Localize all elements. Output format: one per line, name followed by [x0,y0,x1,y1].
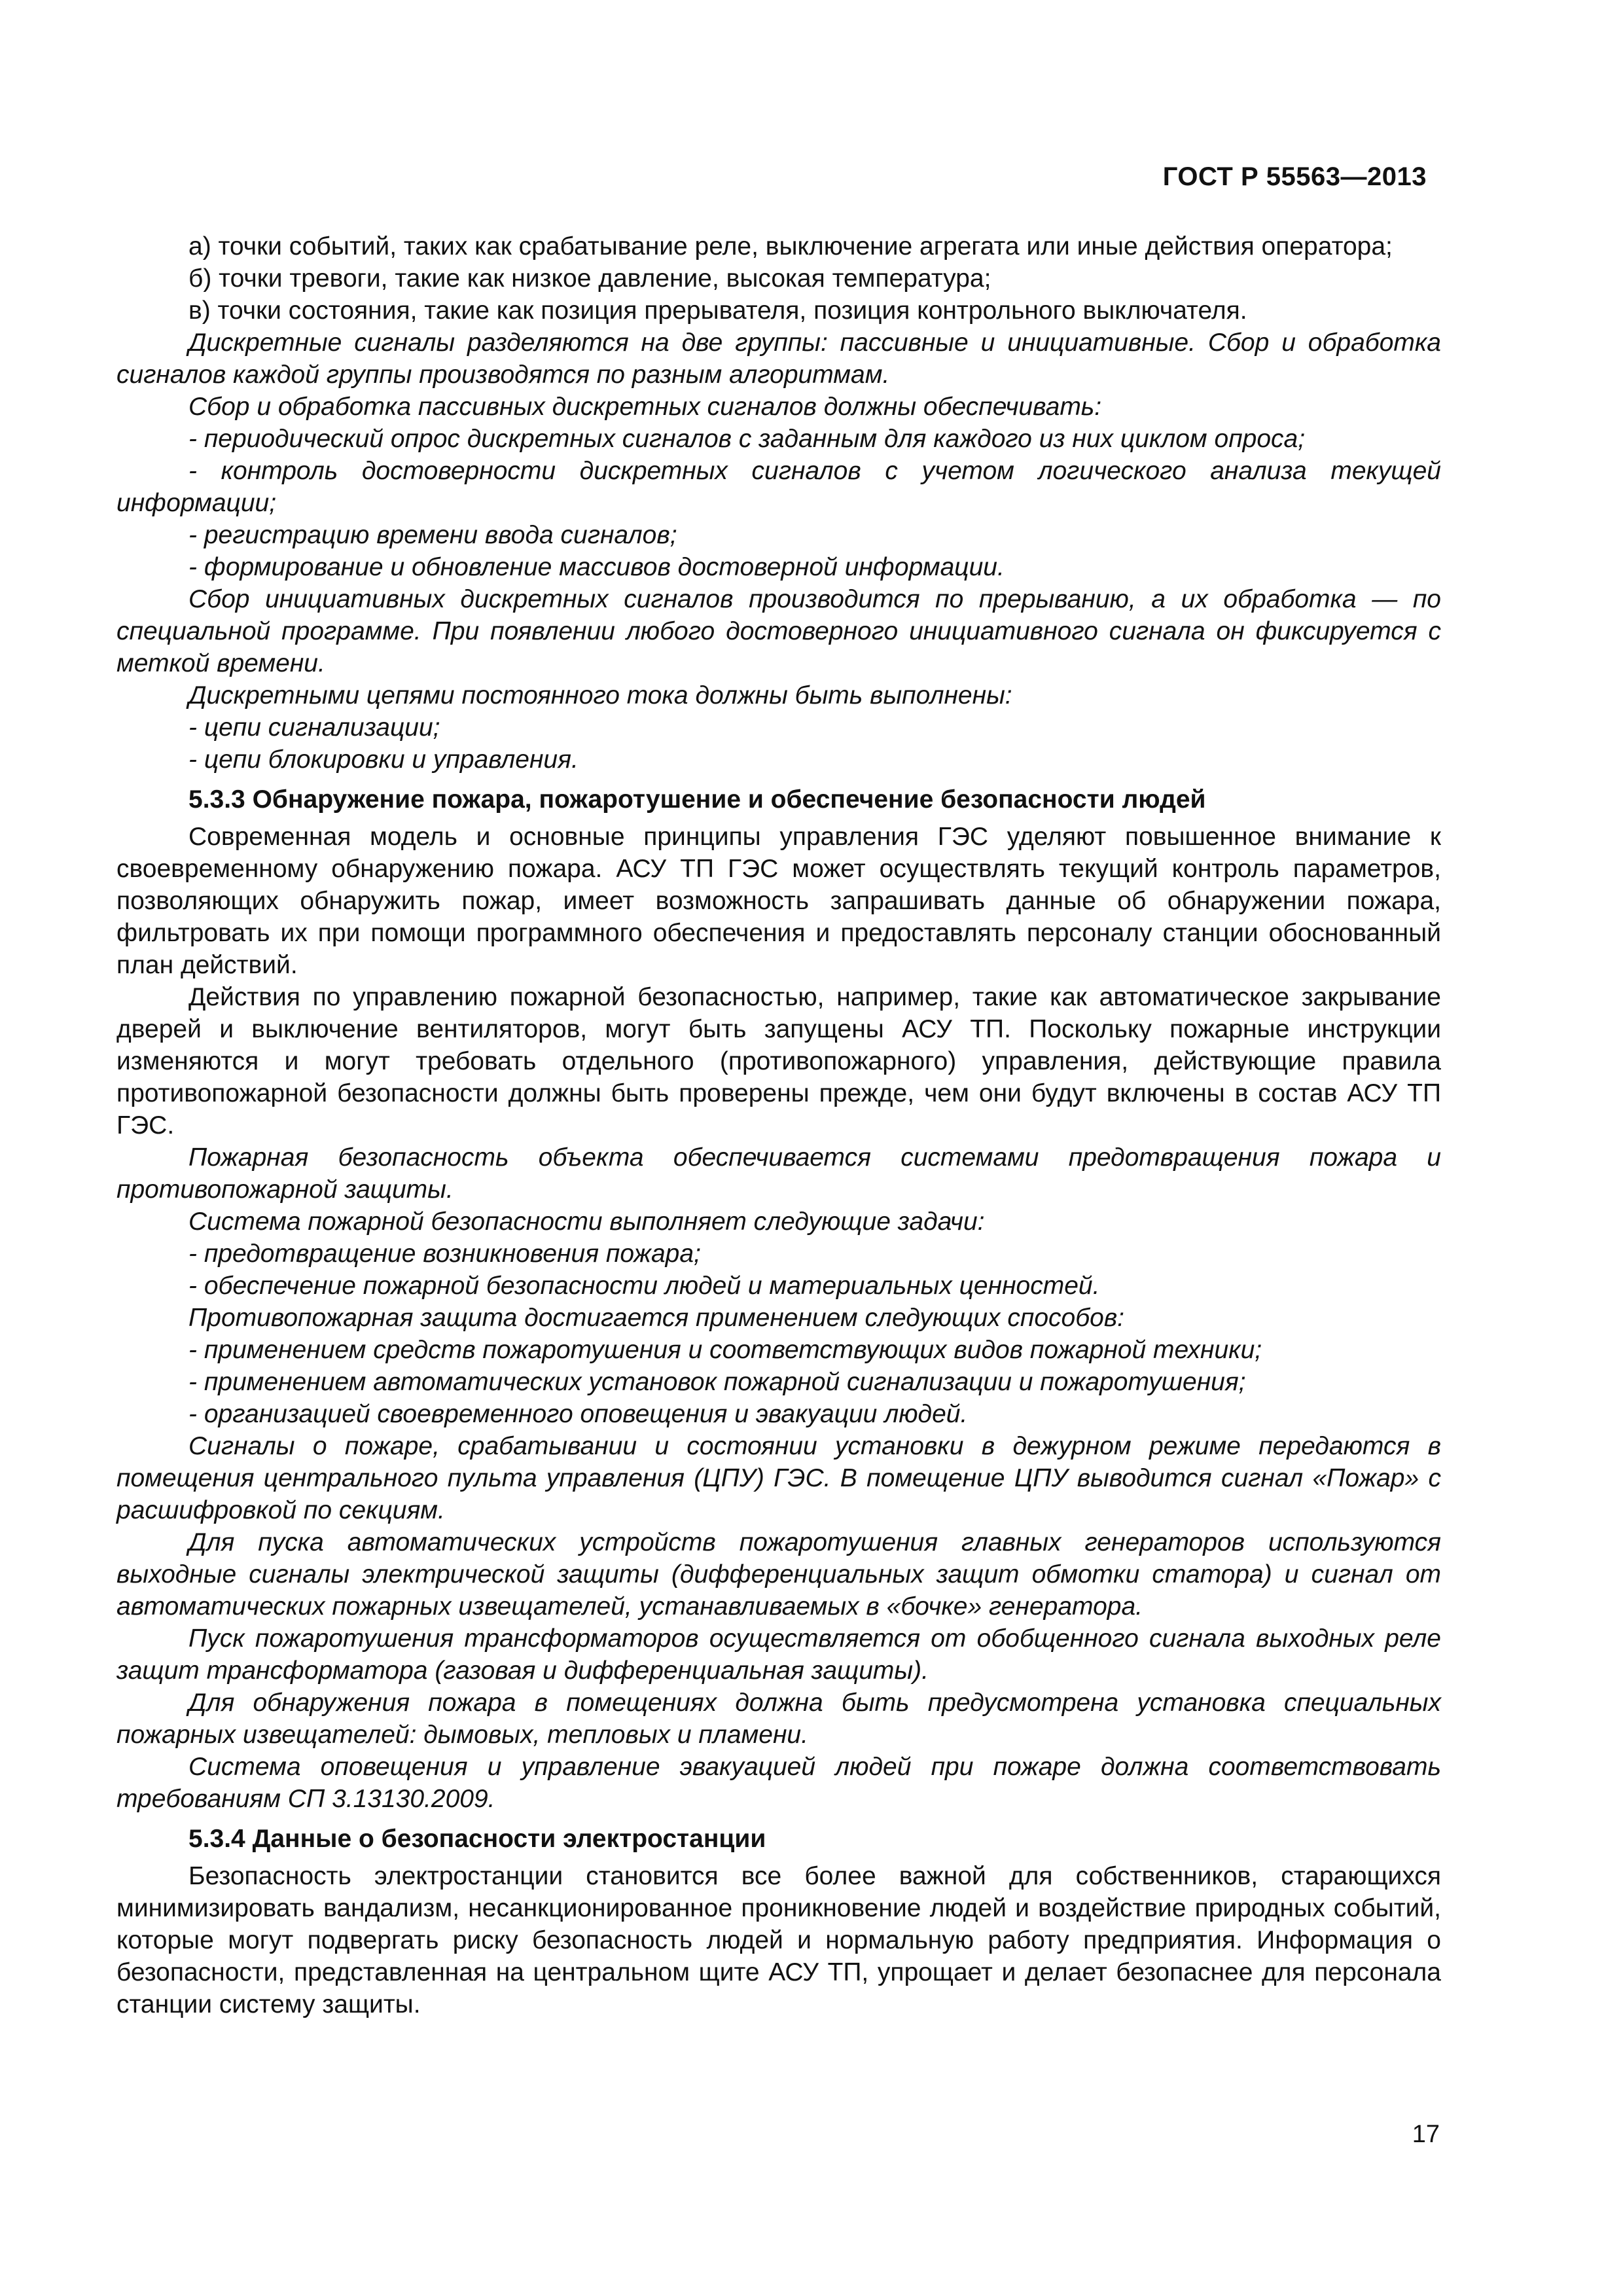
paragraph: Безопасность электростанции становится все более важной для собственников, старающихся минимизировать вандализм, несанкционированное проникновение людей и воздействие природных событий, которые могут подвергать риску безопасность людей и нормальную работу предприятия. Информация о безопасности, представленная на центральном щите АСУ ТП, упрощает и делает безопаснее для персонала станции систему защиты. [116,1862,1441,2018]
paragraph: Противопожарная защита достигается применением следующих способов: [188,1304,1125,1332]
list-item: - предотвращение возникновения пожара; [188,1240,701,1268]
paragraph: Современная модель и основные принципы управления ГЭС уделяют повышенное внимание к своевременному обнаружению пожара. АСУ ТП ГЭС может осуществлять текущий контроль параметров, позволяющих обнаружить пожар, имеет возможность запрашивать данные об обнаружении пожара, фильтровать их при помощи программного обеспечения и предоставлять персоналу станции обоснованный план действий. [116,823,1441,979]
list-item: - формирование и обновление массивов достоверной информации. [188,553,1005,581]
paragraph: Пожарная безопасность объекта обеспечивается системами предотвращения пожара и противопожарной защиты. [116,1143,1441,1204]
paragraph: Пуск пожаротушения трансформаторов осуществляется от обобщенного сигнала выходных реле защит трансформатора (газовая и дифференциальная защиты). [116,1624,1441,1685]
paragraph: Дискретные сигналы разделяются на две группы: пассивные и инициативные. Сбор и обработка сигналов каждой группы производятся по разным алгоритмам. [116,329,1441,389]
list-item: - организацией своевременного оповещения и эвакуации людей. [188,1400,968,1428]
section-heading: 5.3.4 Данные о безопасности электростанции [188,1825,766,1853]
paragraph: Система оповещения и управление эвакуацией людей при пожаре должна соответствовать требованиям СП 3.13130.2009. [116,1753,1441,1813]
list-item: - применением средств пожаротушения и соответствующих видов пожарной техники; [188,1336,1262,1364]
list-item: в) точки состояния, такие как позиция прерывателя, позиция контрольного выключателя. [188,296,1247,325]
list-item: - обеспечение пожарной безопасности людей и материальных ценностей. [188,1272,1100,1300]
list-item: а) точки событий, таких как срабатывание реле, выключение агрегата или иные действия оператора; [188,232,1393,260]
list-item: - регистрацию времени ввода сигналов; [188,521,677,549]
list-item: - цепи сигнализации; [188,713,440,742]
paragraph: Действия по управлению пожарной безопасностью, например, такие как автоматическое закрывание дверей и выключение вентиляторов, могут быть запущены АСУ ТП. Поскольку пожарные инструкции изменяются и могут требовать отдельного (противопожарного) управления, действующие правила противопожарной безопасности должны быть проверены прежде, чем они будут включены в состав АСУ ТП ГЭС. [116,983,1441,1139]
list-item: - контроль достоверности дискретных сигналов с учетом логического анализа текущей информации; [116,457,1441,517]
list-item: - цепи блокировки и управления. [188,745,579,774]
list-item: - периодический опрос дискретных сигналов с заданным для каждого из них циклом опроса; [188,425,1306,453]
document-header: ГОСТ Р 55563—2013 [1162,162,1427,191]
paragraph: Дискретными цепями постоянного тока должны быть выполнены: [188,681,1012,709]
page-number: 17 [1412,2121,1440,2148]
document-body [116,230,1441,2020]
paragraph: Для пуска автоматических устройств пожаротушения главных генераторов используются выходные сигналы электрической защиты (дифференциальных защит обмотки статора) и сигнал от автоматических пожарных извещателей, устанавливаемых в «бочке» генератора. [116,1528,1441,1621]
paragraph: Сбор и обработка пассивных дискретных сигналов должны обеспечивать: [188,393,1102,421]
list-item: - применением автоматических установок пожарной сигнализации и пожаротушения; [188,1368,1246,1396]
paragraph: Сбор инициативных дискретных сигналов производится по прерыванию, а их обработка — по специальной программе. При появлении любого достоверного инициативного сигнала он фиксируется с меткой времени. [116,585,1441,677]
section-heading: 5.3.3 Обнаружение пожара, пожаротушение и обеспечение безопасности людей [188,785,1206,814]
paragraph: Система пожарной безопасности выполняет следующие задачи: [188,1208,985,1236]
list-item: б) точки тревоги, такие как низкое давление, высокая температура; [188,264,991,293]
paragraph: Для обнаружения пожара в помещениях должна быть предусмотрена установка специальных пожарных извещателей: дымовых, тепловых и пламени. [116,1689,1441,1749]
paragraph: Сигналы о пожаре, срабатывании и состоянии установки в дежурном режиме передаются в помещения центрального пульта управления (ЦПУ) ГЭС. В помещение ЦПУ выводится сигнал «Пожар» с расшифровкой по секциям. [116,1432,1441,1524]
